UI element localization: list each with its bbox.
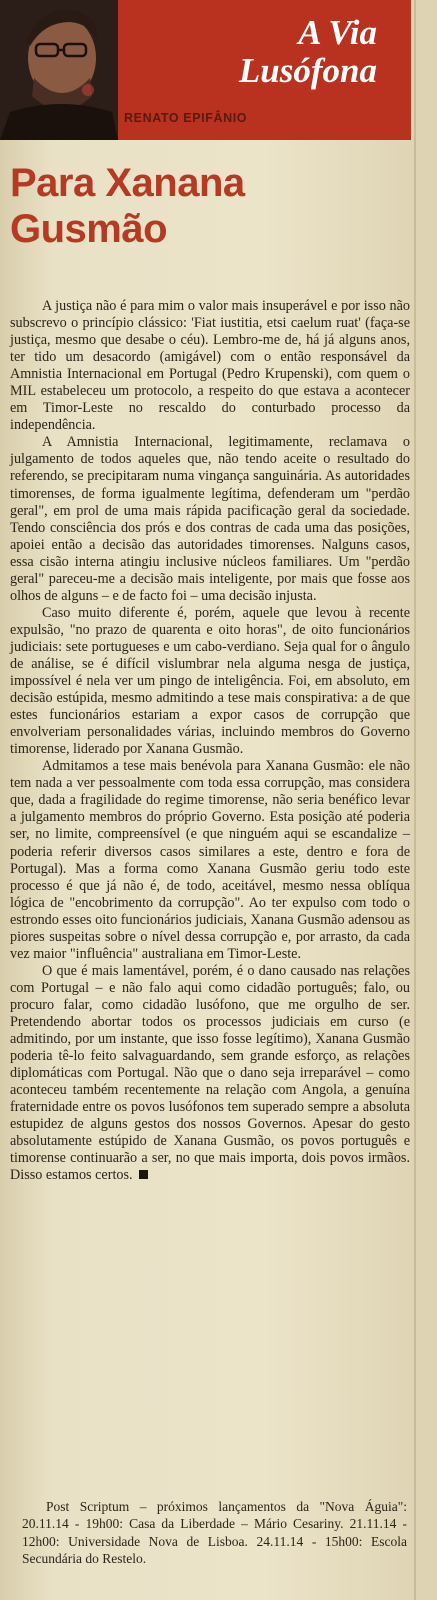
column-title-line2: Lusófona: [238, 51, 377, 90]
article-paragraph-last: [10, 963, 410, 1185]
author-portrait-icon: [0, 0, 118, 140]
column-title: [127, 14, 377, 90]
postscript: [22, 1498, 407, 1567]
article-paragraph: A Amnistia Internacional, legitimamente, reclamava o julgamento de todos aqueles que, não tendo aceite o resultado do referendo, se precipitaram numa vingança sanguinária. As autoridades timorenses, de forma igualmente legítima, defenderam um "perdão geral", em prol de uma mais rápida pacificação geral da sociedade. Tendo consciência dos prós e dos contras de cada uma das posições, apoiei então a decisão das autoridades timorenses. Nalguns casos, essa cisão interna atingiu inclusive núcleos familiares. Um "perdão geral" pareceu-me a decisão mais inteligente, por mais que fosse aos olhos de alguns – e de facto foi – uma decisão injusta.: [10, 434, 410, 604]
author-photo: [0, 0, 118, 140]
article-paragraph: Admitamos a tese mais benévola para Xanana Gusmão: ele não tem nada a ver pessoalmente com toda essa corrupção, mas considera que, dada a fragilidade do regime timorense, não seria benéfico levar a julgamento membros do próprio Governo. Esta posição até poderia ser, no limite, compreensível (e que ninguém aqui se escandalize – poderia referir diversos casos similares a este, dentro e fora de Portugal). Mas a forma como Xanana Gusmão geriu todo este processo é que já não é, de todo, aceitável, mesmo nessa oblíqua lógica de "encobrimento da corrupção". Ao ter expulso com todo o estrondo esses oito funcionários judiciais, Xanana Gusmão adensou as piores suspeitas sobre o nível dessa corrupção e, por arrasto, da cada vez maior "influência" australiana em Timor-Leste.: [10, 758, 410, 962]
article-paragraph: Caso muito diferente é, porém, aquele que levou à recente expulsão, "no prazo de quarenta e oito horas", de oito funcionários judiciais: sete portugueses e um cabo-verdiano. Seja qual for o ângulo de análise, se é difícil vislumbrar nela alguma nesga de justiça, impossível é nela ver um pingo de inteligência. Foi, em absoluto, em decisão estúpida, mesmo admitindo a tese mais conspirativa: a de que estes funcionários estariam a expor casos de corrupção que envolveriam personalidades várias, incluindo membros do Governo timorense, liderado por Xanana Gusmão.: [10, 604, 410, 758]
author-name: RENATO EPIFÂNIO: [124, 111, 248, 125]
column-title-line1: A Via: [298, 13, 377, 52]
postscript-text: Post Scriptum – próximos lançamentos da "Nova Águia": 20.11.14 - 19h00: Casa da Liberdade – Mário Cesariny. 21.11.14 - 12h00: Universidade Nova de Lisboa. 24.11.14 - 15h00: Escola Secundária do Restelo.: [22, 1499, 407, 1566]
column-header: [0, 0, 411, 140]
article-headline: [10, 160, 370, 252]
column-divider: [414, 0, 416, 1600]
headline-line1: Para Xanana: [10, 161, 245, 205]
article-paragraph: A justiça não é para mim o valor mais insuperável e por isso não subscrevo o princípio clássico: 'Fiat iustitia, etsi caelum ruat' (faça-se justiça, mesmo que desabe o céu). Lembro-me de, há já alguns anos, ter tido um desacordo (amigável) com o então responsável da Amnistia Internacional em Portugal (Pedro Krupenski), com quem o MIL estabeleceu um protocolo, a respeito do que estava a acontecer em Timor-Leste no rescaldo do conturbado processo da independência.: [10, 298, 410, 434]
article-body: [10, 298, 410, 1184]
article-paragraph-text: O que é mais lamentável, porém, é o dano causado nas relações com Portugal – e não falo aqui como cidadão português; falo, ou procuro falar, como cidadão lusófono, que me orgulho de ser. Pretendendo abortar todos os processos judiciais em curso (e admitindo, por um instante, que isso fosse legítimo), Xanana Gusmão poderia tê-lo feito salvaguardando, sem grande esforço, as relações diplomáticas com Portugal. Não que o dano seja irreparável – como aconteceu também recentemente na relação com Angola, a genuína fraternidade entre os povos lusófonos tem superado sempre a absoluta estupidez de alguns gestos dos nossos Governos. Apesar do gesto absolutamente estúpido de Xanana Gusmão, os povos português e timorense continuarão a ser, no que mais importa, dois povos irmãos. Disso estamos certos.: [10, 962, 410, 1184]
end-mark-icon: [139, 1170, 148, 1179]
headline-line2: Gusmão: [10, 207, 168, 251]
